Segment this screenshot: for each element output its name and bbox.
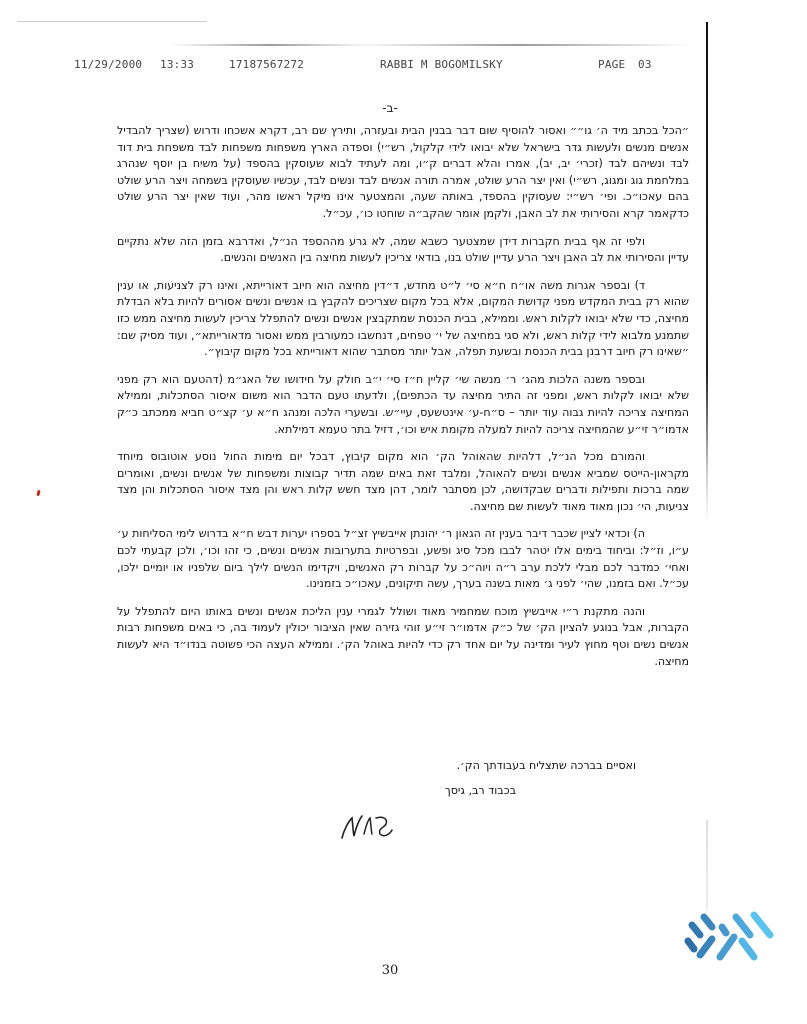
fax-time: 13:33 [160,58,195,71]
paragraph: ה) וכדאי לציין שכבר דיבר בענין זה הגאון ר׳ יהונתן אייבשיץ זצ״ל בספרו יערות דבש ח״א בדרוש לימי הסליחות ע׳ ע״ו, וז״ל: וביחוד בימים אלו יטהר לבבו מכל סיג ופשע, ובפרטיות בתערובות אנשים ונשים, כי זהו וכו׳, ולכן קבעתי לכם ואחי׳ כמדבר לכם מבלי ללכת ערב ר״ה ויוה״כ על קברות רק האנשים, ויקדימו הנשים לילך ביום שלפניו או יומיים ילכו, עכ״ל. ואם בזמנו, שהי׳ לפני ג׳ מאות בשנה בערך, עשה תיקונים, עאכו״כ בזמנינו. [117,527,689,591]
fax-page-label: PAGE [598,58,626,71]
paragraph: ולפי זה אף בבית חקברות דידן שמצטער כשבא שמה, לא גרע מההספד הנ״ל, ואדרבא בזמן הזה שלא נתקיים עדיין והסירותי את לב האבן ויצר הרע עדיין שולט בנו, בודאי צריכין לעשות מחיצה בין האנשים והנשים. [117,234,689,265]
ink-mark [36,490,40,497]
fax-date: 11/29/2000 [74,58,143,71]
fax-header [74,58,674,74]
scan-streak [170,44,370,46]
fax-phone: 17187567272 [229,58,305,71]
paragraph: והנה מתקנת ר״י אייבשיץ מוכח שמחמיר מאוד ושולל לגמרי ענין הליכת אנשים ונשים באותו היום להתפלל על הקברות, אבל בנוגע להציון הק׳ של כ״ק אדמו״ר זי״ע זוהי גזירה שאין הציבור יכולין לעמוד בה, כי באים משפחות רבות אנשים נשים וטף מחוץ לעיר ומדינה על יום אחד רק כדי להיות באוהל הק׳. וממילא העצה הכי פשוטה בנדו״ד היא לעשות מחיצה. [117,604,689,668]
logo-stroke [688,915,770,957]
signature [338,808,398,844]
scan-streak [350,44,690,46]
page-number: 30 [381,963,399,978]
closing-regards: בכבוד רב, גיסך [444,784,516,797]
fax-page-number: 03 [638,58,652,71]
paragraph: ״הכל בכתב מיד ה׳ גו״״ ואסור להוסיף שום דבר בבנין הבית ובעזרה, ותירץ שם רב, דקרא אשכחו ודרוש (שצריך להבדיל אנשים מנשים ולעשות גדר בישראל שלא יבואו לידי קלקול, רש״י) וספדה הארץ משפחות משפחות לבד משפחת בית דוד לבד ונשיהם לבד (זכרי׳ יב, יב), אמרו והלא דברים ק״ו, ומה לעתיד לבוא שעוסקין בהספד (על משיח בן יוסף שנהרג במלחמת גוג ומגוג, רש״י) ואין יצר הרע שולט, אמרה תורה אנשים לבד ונשים לבד, עכשיו שעוסקין בשמחה ויצר הרע שולט בהם עאכו״כ. ופי׳ רש״י: שעסוקין בהספד, באותה שעה, והמצטער אינו מיקל ראשו מהר, ועוד שאין יצר הרע שולט כדקאמר קרא והסירותי את לב האבן, ולקמן אומר שהקב״ה שוחטו כו׳, עכ״ל. [117,124,689,220]
scan-edge-line [17,21,207,22]
closing-blessing: ואסיים בברכה שתצליח בעבודתך הק׳. [456,759,636,772]
scan-border-line-faint [706,820,708,910]
letter-body [117,123,689,681]
paragraph: ובספר משנה הלכות מהג׳ ר׳ מנשה שי׳ קליין ח״ז סי׳ י״ב חולק על חידושו של האג״מ (דהטעם הוא רק מפני שלא יבואו לקלות ראש, ומפני זה התיר מחיצה עד הכתפים), ולדעתו טעם הדבר הוא משום איסור הסתכלות, וממילא המחיצה צריכה להיות גבוה עוד יותר – ס״ח-ע׳ אינטשעס, עיי״ש. ובשערי הלכה ומנהג ח״א ע׳ קצ״ט חביא ממכתב כ״ק אדמו״ר זי״ע שהמחיצה צריכה להיות למעלה מקומת איש וכו׳, דזיל בתר טעמא דמילתא. [117,372,689,436]
scan-border-line [706,22,708,522]
publisher-logo-icon [680,905,780,965]
paragraph: והמורם מכל הנ״ל, דלהיות שהאוהל הק׳ הוא מקום קיבוץ, דבכל יום מימות החול נוסע אוטובוס מיוחד מקראון-הייטס שמביא אנשים ונשים להאוהל, ומלבד זאת באים שמה תדיר קבוצות ומשפחות של אנשים ונשים, ואומרים שמה ברכות ותפילות ודברים שבקדושה, לכן מסתבר לומר, דהן מצד חשש קלות ראש והן מצד איסור הסתכלות והן מצד צניעות, הי׳ נכון מאוד מאוד לעשות שם מחיצה. [117,450,689,513]
fax-sender: RABBI M BOGOMILSKY [380,58,503,71]
page-marker: -ב- [382,101,398,115]
paragraph: ד) ובספר אגרות משה או״ח ח״א סי׳ ל״ט מחדש, ד״דין מחיצה הוא חיוב דאורייתא, ואינו רק לצניעות, או ענין שהוא רק בבית המקדש מפני קדושת המקום, אלא בכל מקום שצריכים להקבץ בו אנשים ונשים אסורים להיות בלא הבדלת מחיצה, כדי שלא יבואו לקלות ראש. וממילא, בבית הכנסת שמתקבצין אנשים ונשים להתפלל צריכין לעשות מחיצה ממש כזו שתמנע מלבוא לידי קלות ראש, ולא סגי במחיצה של י׳ טפחים, דנחשבו כמעורבין ממש ואסור מדאורייתא״, ועוד מסיק שם: ״שאינו רק חיוב דרבנן בבית הכנסת ובשעת תפלה, אבל יותר מסתבר שהוא דאורייתא בכל מקום קיבוץ״. [117,278,689,359]
